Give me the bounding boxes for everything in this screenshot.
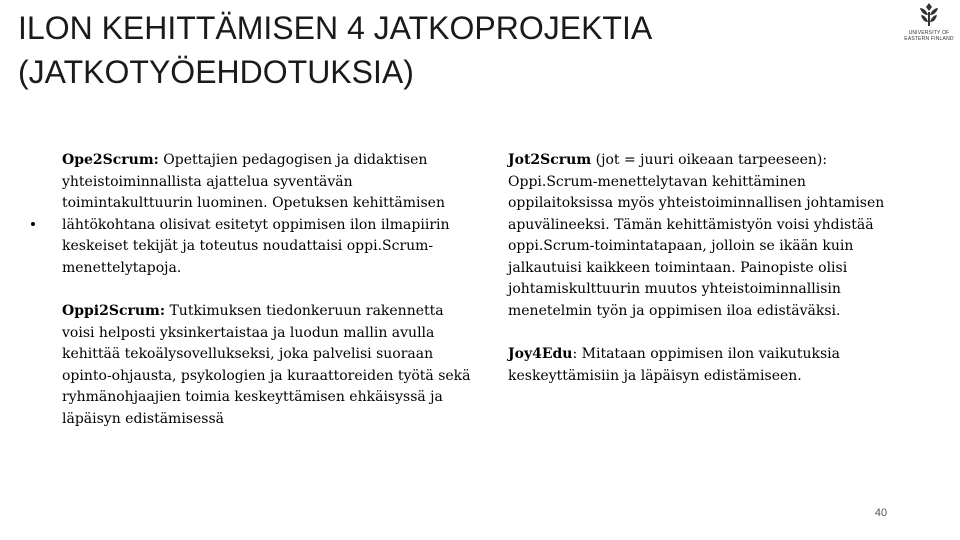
jot2scrum-heading: Jot2Scrum	[508, 152, 592, 168]
ope2scrum-paragraph	[62, 150, 472, 279]
joy4edu-heading: Joy4Edu	[508, 346, 573, 362]
logo-text-line-1: UNIVERSITY OF	[908, 30, 950, 36]
ope2scrum-heading: Ope2Scrum:	[62, 152, 159, 168]
right-column	[508, 150, 898, 409]
joy4edu-paragraph	[508, 344, 898, 387]
slide-title-line-2: (JATKOTYÖEHDOTUKSIA)	[18, 54, 414, 90]
left-column	[62, 150, 472, 452]
bullet-dot	[31, 222, 35, 226]
university-leaf-logo-icon	[918, 2, 940, 28]
university-logo	[898, 2, 960, 48]
logo-text-line-2: EASTERN FINLAND	[904, 36, 954, 42]
ope2scrum-text: Opettajien pedagogisen ja didaktisen yhteistoiminnallista ajattelua syventävän toimintakulttuurin luominen. Opetuksen kehittämisen lähtökohtana olisivat esitetyt oppimisen ilon ilmapiirin keskeiset tekijät ja toteutus noudattaisi oppi.Scrum-menettelytapoja.	[62, 152, 450, 276]
oppi2scrum-text: Tutkimuksen tiedonkeruun rakennetta voisi helposti yksinkertaistaa ja luodun mallin avulla kehittää tekoälysovellukseksi, joka palvelisi suoraan opinto-ohjausta, psykologien ja kuraattoreiden työtä sekä ryhmänohjaajien toimia keskeyttämisen ehkäisyssä ja läpäisyn edistämisessä	[62, 303, 471, 427]
joy4edu-text: : Mitataan oppimisen ilon vaikutuksia keskeyttämisiin ja läpäisyn edistämiseen.	[508, 346, 840, 384]
page-number: 40	[874, 507, 888, 519]
oppi2scrum-heading: Oppi2Scrum:	[62, 303, 166, 319]
oppi2scrum-paragraph	[62, 301, 472, 430]
logo-text	[898, 30, 960, 42]
slide-title	[18, 6, 798, 94]
jot2scrum-text: (jot = juuri oikeaan tarpeeseen): Oppi.Scrum-menettelytavan kehittäminen oppilaitoksissa myös yhteistoiminnallisen johtamisen apuvälineeksi. Tämän kehittämistyön voisi yhdistää oppi.Scrum-toimintatapaan, jolloin se ikään kuin jalkautuisi kaikkeen toimintaan. Painopiste olisi johtamiskulttuurin muutos yhteistoiminnallisin menetelmin työn ja oppimisen iloa edistäväksi.	[508, 152, 885, 319]
jot2scrum-paragraph	[508, 150, 898, 322]
slide-title-line-1: ILON KEHITTÄMISEN 4 JATKOPROJEKTIA	[18, 10, 653, 46]
